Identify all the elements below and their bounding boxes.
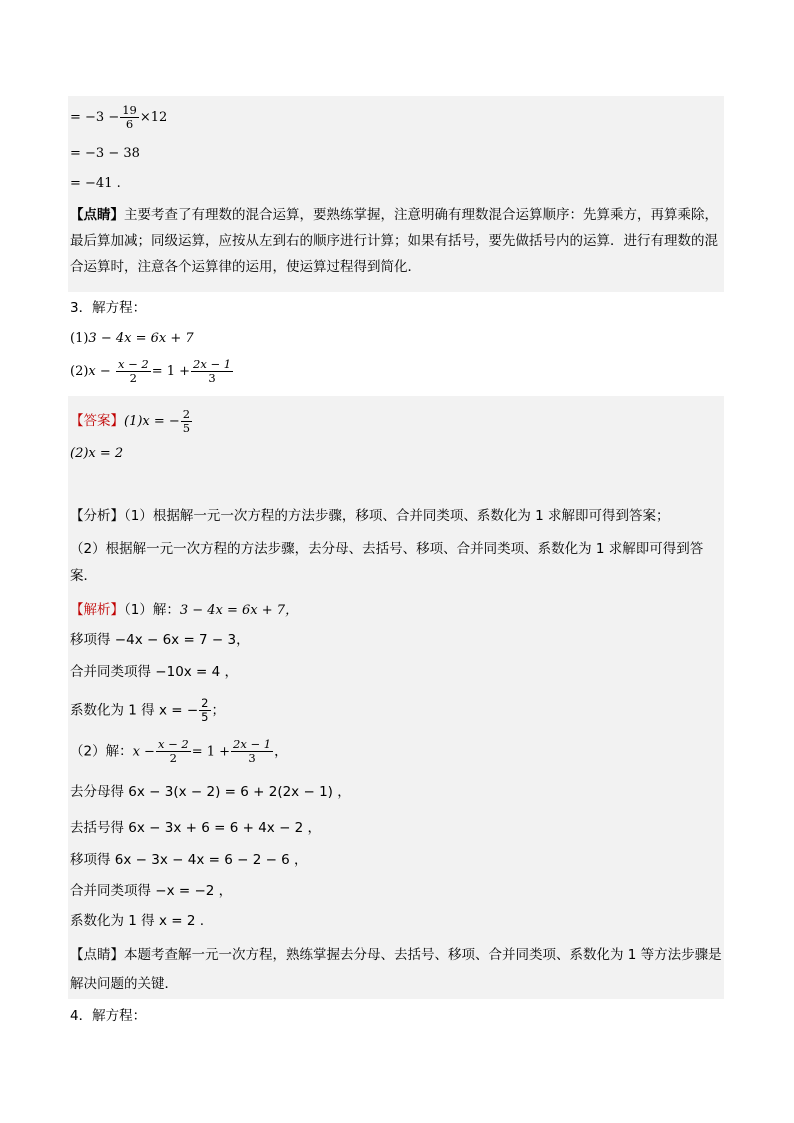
q3-p2-minus: − [95, 364, 115, 379]
dianjing-1 [70, 202, 724, 280]
q3-p2-prefix: (2) [70, 364, 89, 379]
q3-p1-equation: 3 − 4x = 6x + 7 [88, 331, 194, 346]
calc-fraction-den: 6 [125, 117, 134, 131]
solution-2-f1-den: 2 [169, 751, 177, 765]
q3-p2-f1-num: x − 2 [117, 357, 149, 371]
calc-step-2: = −3 − 38 [70, 146, 140, 161]
solution-2-f2-num: 2x − 1 [233, 737, 272, 751]
solution-2-f2-den: 3 [248, 751, 256, 765]
calc-step-1-tail: ×12 [139, 110, 168, 125]
solution-1-coef-fraction [199, 697, 210, 724]
solution-1-coef-den: 5 [201, 710, 209, 724]
solution-2-f1-num: x − 2 [157, 737, 189, 751]
solution-1-intro: （1）解： [124, 602, 180, 618]
q3-p2-fraction-1 [116, 358, 151, 385]
solution-1-coef-lead: 系数化为 1 得 x = − [70, 702, 199, 719]
solution-1-move: 移项得 −4x − 6x = 7 − 3， [70, 632, 250, 648]
q3-p2-f1-den: 2 [129, 371, 137, 385]
answer-1-den: 5 [182, 421, 191, 435]
question-3-part-2 [70, 358, 234, 385]
solution-2-fraction-2 [231, 738, 273, 765]
solution-2-x: x − [132, 744, 155, 760]
dianjing-2-text: 本题考查解一元一次方程，熟练掌握去分母、去括号、移项、合并同类项、系数化为 1 等方法步骤是解决问题的关键． [70, 947, 722, 992]
dianjing-2-tag: 【点睛】 [70, 947, 124, 963]
dianjing-1-text: 主要考查了有理数的混合运算，要熟练掌握，注意明确有理数混合运算顺序：先算乘方，再算乘除，最后算加减；同级运算，应按从左到右的顺序进行计算；如果有括号，要先做括号内的运算．进行有理数的混合运算时，注意各个运算律的运用，使运算过程得到简化． [70, 207, 718, 275]
analysis-line-1 [70, 506, 670, 526]
dianjing-1-tag: 【点睛】 [70, 207, 124, 223]
q3-p1-prefix: (1) [70, 331, 89, 346]
answer-tag: 【答案】 [70, 413, 124, 429]
solution-2-denominator: 去分母得 6x − 3(x − 2) = 6 + 2(2x − 1) ， [70, 784, 351, 800]
solution-2-intro-text: （2）解： [70, 743, 133, 760]
answer-1-num: 2 [182, 407, 191, 421]
solution-2-move: 移项得 6x − 3x − 4x = 6 − 2 − 6 ， [70, 852, 308, 868]
q3-p2-fraction-2 [191, 358, 233, 385]
analysis-line-2: （2）根据解一元一次方程的方法步骤，去分母、去括号、移项、合并同类项、系数化为 1 求解即可得到答案． [70, 541, 704, 584]
calc-step-1-lead: = −3 − [70, 110, 120, 125]
solution-1-coef-tail: ； [211, 702, 225, 719]
question-3-part-1 [70, 329, 194, 349]
solution-2-intro [70, 738, 288, 765]
question-4-title: 4．解方程： [70, 1008, 147, 1024]
answer-1-lead: (1)x = − [124, 414, 180, 429]
q3-p2-f2-den: 3 [208, 371, 216, 385]
solution-2-coef: 系数化为 1 得 x = 2 . [70, 913, 205, 929]
analysis-tag: 【分析】 [70, 508, 124, 524]
solution-tag: 【解析】 [70, 602, 124, 618]
q3-p2-mid: = 1 + [151, 364, 191, 379]
solution-2-brackets: 去括号得 6x − 3x + 6 = 6 + 4x − 2 ， [70, 820, 322, 836]
question-3-title: 3．解方程： [70, 300, 147, 316]
q3-p2-f2-num: 2x − 1 [193, 357, 232, 371]
calc-step-3: = −41 . [70, 176, 121, 191]
q3-p2-x: x [88, 364, 96, 379]
solution-1-coef [70, 697, 225, 724]
calc-fraction [120, 104, 139, 131]
calc-fraction-num: 19 [122, 103, 137, 117]
solution-intro-1 [70, 600, 298, 621]
solution-2-tail: ， [274, 743, 288, 760]
solution-1-combine: 合并同类项得 −10x = 4 ， [70, 664, 239, 680]
solution-1-equation: 3 − 4x = 6x + 7， [179, 603, 299, 618]
solution-2-combine: 合并同类项得 −x = −2 ， [70, 883, 233, 899]
solution-1-coef-num: 2 [201, 696, 209, 710]
answer-line-2: (2)x = 2 [70, 446, 124, 461]
answer-1-fraction [181, 408, 192, 435]
analysis-line-1-text: （1）根据解一元一次方程的方法步骤，移项、合并同类项、系数化为 1 求解即可得到答案； [124, 508, 670, 524]
calc-step-1 [70, 104, 167, 131]
solution-2-fraction-1 [156, 738, 191, 765]
answer-line-1 [70, 408, 193, 435]
solution-2-mid: = 1 + [191, 744, 231, 760]
dianjing-2 [70, 941, 724, 999]
